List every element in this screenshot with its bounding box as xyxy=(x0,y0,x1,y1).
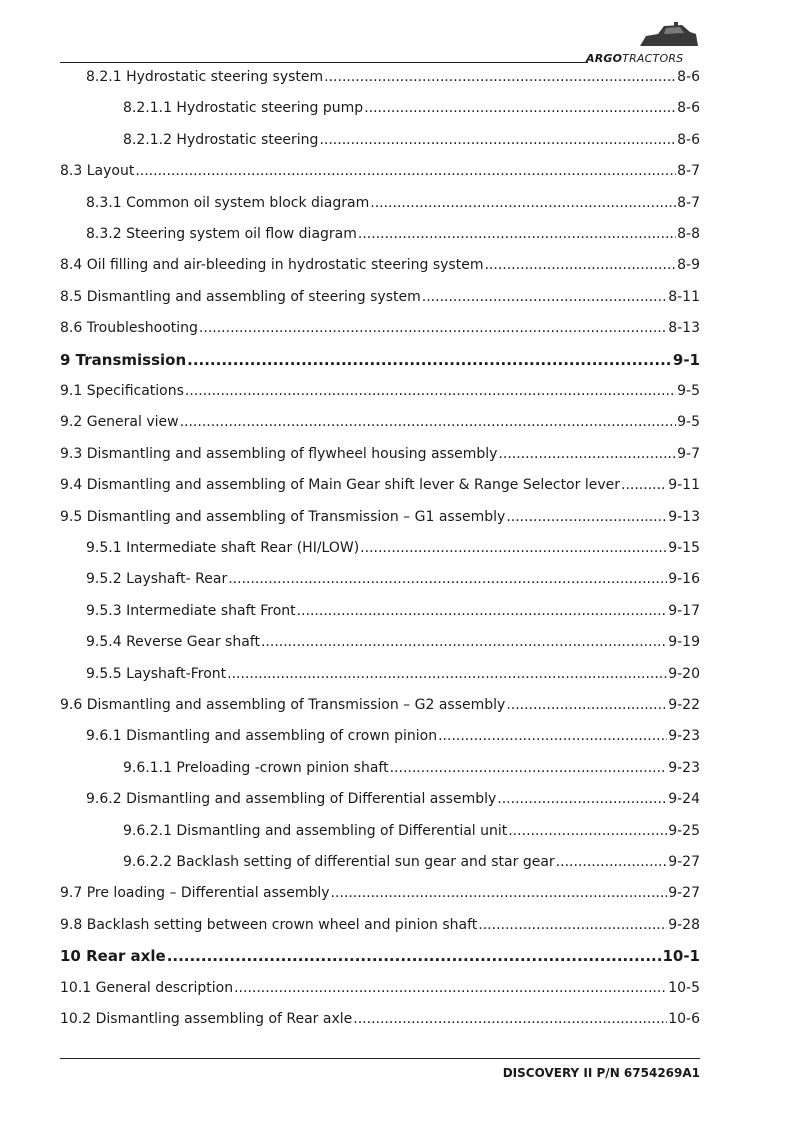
toc-chapter-entry[interactable] xyxy=(60,947,700,965)
toc-entry-title: 9.7 Pre loading – Differential assembly xyxy=(60,885,330,902)
toc-entry-title: 9 Transmission xyxy=(60,350,187,369)
toc-entry-page: 9-20 xyxy=(668,665,700,682)
toc-dot-leader xyxy=(438,727,667,745)
toc-entry-page: 8-7 xyxy=(677,194,700,211)
toc-entry[interactable] xyxy=(86,194,700,212)
toc-entry[interactable] xyxy=(123,822,700,840)
toc-dot-leader xyxy=(422,288,667,306)
toc-entry-page: 10-5 xyxy=(668,979,700,996)
toc-entry-page: 9-7 xyxy=(677,445,700,462)
toc-dot-leader xyxy=(185,382,676,400)
toc-entry-title: 9.5.5 Layshaft-Front xyxy=(86,665,227,682)
toc-entry-title: 9.2 General view xyxy=(60,414,179,431)
toc-entry-title: 8.3.1 Common oil system block diagram xyxy=(86,194,370,211)
toc-entry[interactable] xyxy=(60,884,700,902)
toc-entry-title: 9.6.1 Dismantling and assembling of crown pinion xyxy=(86,728,438,745)
footer-rule xyxy=(60,1058,700,1059)
toc-entry-title: 8.2.1.2 Hydrostatic steering xyxy=(123,131,319,148)
toc-entry-page: 9-24 xyxy=(668,791,700,808)
toc-dot-leader xyxy=(324,68,676,86)
toc-dot-leader xyxy=(297,602,668,620)
toc-dot-leader xyxy=(261,633,667,651)
toc-entry-page: 9-23 xyxy=(668,759,700,776)
toc-entry[interactable] xyxy=(60,696,700,714)
toc-entry-title: 8.2.1.1 Hydrostatic steering pump xyxy=(123,100,364,117)
toc-dot-leader xyxy=(135,162,676,180)
toc-entry-page: 9-27 xyxy=(668,854,700,870)
toc-entry-page: 10-1 xyxy=(662,947,700,966)
toc-entry[interactable] xyxy=(60,476,700,494)
toc-entry-title: 9.1 Specifications xyxy=(60,383,184,399)
toc-dot-leader xyxy=(364,99,676,117)
toc-entry[interactable] xyxy=(60,916,700,934)
toc-entry[interactable] xyxy=(86,727,700,745)
toc-entry[interactable] xyxy=(60,162,700,180)
toc-entry-title: 8.3.2 Steering system oil flow diagram xyxy=(86,226,357,242)
footer-part-number: DISCOVERY II P/N 6754269A1 xyxy=(502,1066,700,1080)
toc-entry-title: 8.2.1 Hydrostatic steering system xyxy=(86,69,324,85)
toc-entry-title: 8.6 Troubleshooting xyxy=(60,320,198,337)
logo-text-bold: ARGO xyxy=(586,52,623,65)
toc-dot-leader xyxy=(319,131,676,149)
toc-entry[interactable] xyxy=(86,570,700,588)
toc-entry-page: 9-19 xyxy=(668,634,700,651)
toc-entry-page: 9-15 xyxy=(668,540,700,556)
toc-entry[interactable] xyxy=(60,979,700,997)
toc-entry-page: 9-23 xyxy=(668,728,700,745)
toc-entry-page: 9-25 xyxy=(668,822,700,839)
toc-entry-title: 8.3 Layout xyxy=(60,163,135,180)
toc-entry-title: 9.5.3 Intermediate shaft Front xyxy=(86,602,296,619)
toc-entry-page: 8-9 xyxy=(677,257,700,274)
toc-entry-page: 8-13 xyxy=(668,320,700,337)
toc-entry-page: 8-7 xyxy=(677,163,700,180)
toc-entry-title: 9.5.4 Reverse Gear shaft xyxy=(86,634,260,651)
tractor-icon xyxy=(638,22,700,48)
toc-entry-title: 10.1 General description xyxy=(60,979,234,996)
toc-entry-page: 9-16 xyxy=(668,571,700,588)
toc-dot-leader xyxy=(331,884,668,902)
toc-entry[interactable] xyxy=(86,665,700,683)
toc-entry-title: 9.8 Backlash setting between crown wheel and pinion shaft xyxy=(60,916,478,933)
toc-entry[interactable] xyxy=(60,445,700,463)
toc-chapter-entry[interactable] xyxy=(60,351,700,369)
toc-entry[interactable] xyxy=(86,539,700,557)
toc-dot-leader xyxy=(508,822,667,840)
logo-text xyxy=(586,52,683,65)
toc-dot-leader xyxy=(556,853,668,871)
toc-entry[interactable] xyxy=(123,131,700,149)
toc-entry-page: 8-11 xyxy=(668,288,700,305)
toc-entry-page: 9-17 xyxy=(668,602,700,619)
toc-entry[interactable] xyxy=(60,508,700,526)
toc-entry-title: 9.6.2 Dismantling and assembling of Differential assembly xyxy=(86,791,497,808)
toc-entry-title: 8.5 Dismantling and assembling of steering system xyxy=(60,288,421,305)
toc-entry-page: 8-6 xyxy=(677,100,700,117)
toc-entry-title: 9.3 Dismantling and assembling of flywheel housing assembly xyxy=(60,445,498,462)
toc-dot-leader xyxy=(370,194,676,212)
toc-entry-title: 9.6.2.2 Backlash setting of differential sun gear and star gear xyxy=(123,854,555,870)
toc-entry-title: 9.4 Dismantling and assembling of Main Gear shift lever & Range Selector lever xyxy=(60,477,620,494)
toc-dot-leader xyxy=(199,319,667,337)
toc-entry-page: 10-6 xyxy=(668,1011,700,1027)
toc-dot-leader xyxy=(506,508,667,526)
toc-entry[interactable] xyxy=(123,853,700,871)
header-rule xyxy=(60,62,588,63)
toc-dot-leader xyxy=(478,916,667,934)
toc-entry-page: 8-8 xyxy=(677,226,700,242)
toc-entry[interactable] xyxy=(86,602,700,620)
toc-entry[interactable] xyxy=(123,759,700,777)
toc-entry-page: 8-6 xyxy=(677,131,700,148)
toc-entry[interactable] xyxy=(60,382,700,400)
toc-entry-page: 9-28 xyxy=(668,916,700,933)
toc-entry-title: 9.6 Dismantling and assembling of Transmission – G2 assembly xyxy=(60,697,506,713)
toc-dot-leader xyxy=(167,947,662,965)
toc-dot-leader xyxy=(498,445,676,463)
toc-dot-leader xyxy=(353,1010,667,1028)
toc-entry-title: 8.4 Oil filling and air-bleeding in hydrostatic steering system xyxy=(60,257,484,274)
toc-entry-title: 9.5.1 Intermediate shaft Rear (HI/LOW) xyxy=(86,540,360,556)
toc-entry[interactable] xyxy=(60,256,700,274)
toc-dot-leader xyxy=(228,570,667,588)
toc-entry[interactable] xyxy=(123,99,700,117)
toc-entry-title: 9.5 Dismantling and assembling of Transmission – G1 assembly xyxy=(60,508,506,525)
toc-entry-page: 9-11 xyxy=(668,477,700,494)
toc-entry-title: 9.6.2.1 Dismantling and assembling of Differential unit xyxy=(123,822,508,839)
toc-dot-leader xyxy=(234,979,667,997)
toc-dot-leader xyxy=(497,790,667,808)
toc-entry-page: 9-22 xyxy=(668,697,700,713)
toc-entry-page: 8-6 xyxy=(677,69,700,85)
toc-dot-leader xyxy=(227,665,667,683)
toc-entry-page: 9-27 xyxy=(668,885,700,902)
toc-entry-title: 10 Rear axle xyxy=(60,947,166,966)
toc-entry[interactable] xyxy=(86,68,700,86)
toc-entry-page: 9-5 xyxy=(677,414,700,431)
toc-entry[interactable] xyxy=(60,413,700,431)
logo-text-regular: TRACTORS xyxy=(622,52,684,65)
toc-entry-page: 9-13 xyxy=(668,508,700,525)
toc-entry-page: 9-5 xyxy=(677,383,700,399)
toc-entry[interactable] xyxy=(60,288,700,306)
toc-dot-leader xyxy=(358,225,676,243)
toc-entry-title: 9.6.1.1 Preloading -crown pinion shaft xyxy=(123,759,389,776)
toc-dot-leader xyxy=(506,696,667,714)
toc-entry-title: 9.5.2 Layshaft- Rear xyxy=(86,571,228,588)
toc-entry[interactable] xyxy=(86,633,700,651)
toc-entry[interactable] xyxy=(86,225,700,243)
argo-tractors-logo xyxy=(586,22,702,66)
toc-dot-leader xyxy=(360,539,667,557)
toc-dot-leader xyxy=(390,759,668,777)
toc-entry[interactable] xyxy=(60,319,700,337)
toc-dot-leader xyxy=(180,413,677,431)
toc-dot-leader xyxy=(621,476,667,494)
toc-dot-leader xyxy=(484,256,676,274)
toc-entry[interactable] xyxy=(86,790,700,808)
toc-dot-leader xyxy=(187,351,672,369)
toc-entry-title: 10.2 Dismantling assembling of Rear axle xyxy=(60,1011,353,1027)
toc-entry[interactable] xyxy=(60,1010,700,1028)
toc-entry-page: 9-1 xyxy=(672,350,700,369)
